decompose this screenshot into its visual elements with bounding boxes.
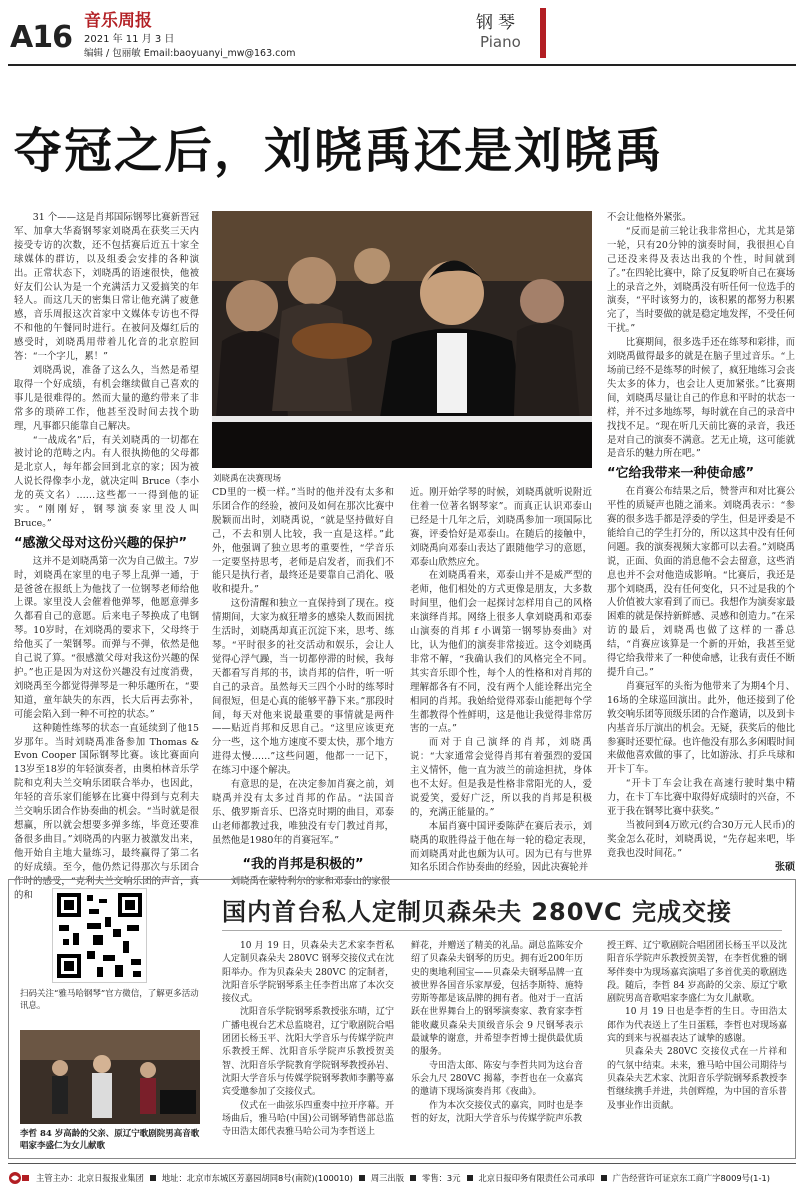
article-paragraph: 有意思的是，在决定参加肖赛之前，刘晓禹并没有太多过肖邦的作品。“法国音乐、俄罗斯音乐、巴洛克时期的曲目，邓泰山老师都教过我，唯独没有专门教过肖邦，虽然他是1980年的肖赛冠军。” (212, 779, 394, 846)
ad-photo-caption: 李哲 84 岁高龄的父亲、原辽宁歌剧院男高音歌唱家李盛仁为女儿献歌 (20, 1129, 200, 1151)
article-paragraph: “开卡丁车会让我在高速行驶时集中精力，在卡丁车比赛中取得好成绩时的兴奋，不亚于我在钢琴比赛中获奖。” (607, 778, 795, 818)
issue-date: 2021 年 11 月 3 日 (84, 34, 175, 45)
ad-paragraph: 寺田浩太郎、陈安与李哲共同为这台音乐会九尺 280VC 揭幕，李哲也在一众嘉宾的邀请下现场演奏肖邦《夜曲》。 (411, 1060, 583, 1098)
ad-paragraph: 贝森朵夫 280VC 交接仪式在一片祥和的气氛中结束。未来，雅马哈中国公司期待与贝森朵夫艺术家、沈阳音乐学院钢琴系教授李哲继续携手并进，共创辉煌，为中国的音乐普及事业作出贡献。 (607, 1047, 788, 1111)
article-paragraph: 不会让他格外紧张。 (607, 212, 692, 223)
performance-photo (212, 211, 592, 468)
footer-bullet-icon (467, 1175, 473, 1181)
ad-headline-rule (222, 930, 782, 931)
section-subhead: “它给我带来一种使命感” (607, 466, 755, 482)
qr-code-icon (53, 889, 146, 982)
article-paragraph: “反而是前三轮让我非常担心，尤其是第一轮，只有20分钟的演奏时间，我很担心自己还没来得及表达出我的个性，时间就到了。”在四轮比赛中，除了反复聆听自己在赛场上的录音之外，刘晓禹没有听任何一位选手的演奏，“平时该努力的，该积累的都努力积累完了，当时要做的就是稳定地发挥，不受任何干扰。” (607, 225, 795, 335)
editor-line: 编辑 / 包丽敏 Email:baoyuanyi_mw@163.com (84, 48, 296, 59)
article-paragraph: “一战成名”后，有关刘晓禹的一切都在被讨论的范畴之内。有人很执拗他的父母都是北京人，每年都会回到北京的家；因为被人说长得像李小龙，就决定叫 Bruce（李小龙的英文名）……这些都一一得到他的证实。“刚刚好，钢琴演奏家里没人叫 Bruce。” (14, 434, 199, 529)
section-subhead: “我的肖邦是积极的” (242, 856, 364, 872)
article-column-3 (410, 486, 592, 875)
ad-photo-illustration (20, 1030, 200, 1124)
ad-paragraph: 授王辉、辽宁歌剧院合唱团团长杨玉平以及沈阳音乐学院声乐教授贺美智，在李哲优雅的钢琴伴奏中为现场嘉宾演唱了多首优美的歌剧选段。随后，李哲 84 岁高龄的父亲、原辽宁歌剧院男高音歌唱家李盛仁为女儿献歌。 (607, 941, 788, 1005)
ad-paragraph: 10 月 19 日，贝森朵夫艺术家李哲私人定制贝森朵夫 280VC 钢琴交接仪式在沈阳举办。作为贝森朵夫 280VC 的定制者，沈阳音乐学院钢琴系主任李哲出席了本次交接仪式。 (222, 941, 394, 1005)
article-paragraph: 本届肖赛中国评委陈萨在赛后表示，刘晓禹的取胜得益于他在每一轮的稳定表现，而刘晓禹对此也颇为认可。因为已有与世界知名乐团合作协奏曲的经验，因此决赛轮并 (410, 820, 592, 874)
ad-paragraph: 作为本次交接仪式的嘉宾，同时也是李哲的好友，沈阳大学音乐与传媒学院声乐教 (411, 1100, 583, 1124)
article-column-4 (607, 211, 795, 875)
article-paragraph: 这份清醒和独立一直保持到了现在。疫情期间，大家为疯狂增多的感染人数而困扰生活时，刘晓禹却真正沉淀下来，思考、练琴。“平时很多的社交活动和娱乐，会让人觉得心浮气躁，当一切都停滞的时候，我每天都看写肖邦的书，读肖邦的信件，听一听自己的录音。虽然每天三四个小时的练琴时间很短，但是心真的能够平静下来。”那段时间，每天对他来说最重要的事情就是两件——贴近肖邦和反思自己。“这里应该更充分一些，这个地方速度不要太快，那个地方进得太慢……”这些问题，他都一一记下，在练习中逐个解决。 (212, 598, 394, 777)
publisher-logo-icon (8, 1171, 30, 1185)
footer-printer: 北京日报印务有限责任公司承印 (478, 1173, 595, 1183)
footer-bullet-icon (601, 1175, 607, 1181)
ad-event-photo (20, 1030, 200, 1124)
article-paragraph: 刘晓禹在蒙特利尔的家和邓泰山的家很 (230, 876, 391, 888)
footer-bullet-icon (150, 1175, 156, 1181)
article-paragraph: 而对于自己演绎的肖邦，刘晓禹说：“大家通常会觉得肖邦有着强烈的爱国主义情怀，他一直为波兰的前途担扰，身体也不太好。但是我是性格非常阳光的人，爱说爱笑，爱好广泛，所以我的肖邦是积极的，充满正能量的。” (410, 737, 592, 818)
page-footer (8, 1170, 796, 1186)
author-signature: 张硕 (775, 861, 795, 873)
footer-bullet-icon (359, 1175, 365, 1181)
footer-address: 地址：北京市东城区芳嘉园胡同8号(南院)(100010) (161, 1173, 353, 1183)
article-column-2 (212, 486, 394, 889)
section-subhead: “感激父母对这份兴趣的保护” (14, 535, 188, 551)
article-paragraph: 在刘晓禹看来，邓泰山并不是威严型的老师，他们相处的方式更像是朋友，大多数时间里，他们会一起探讨怎样用自己的风格来演绎肖邦。网络上很多人拿刘晓禹和邓泰山演奏的肖邦 f 小调第一钢琴协奏曲》对比，认为他们的演奏非常接近。这令刘晓禹非常不解，“我确认我们的风格完全不同。其实音乐即个性，每个人的性格和对肖邦的理解都各有不同，没有两个人能诠释出完全相同的肖邦。我始给觉得邓泰山能把每个学生都教得个性鲜明，这是他让我觉得非常厉害的一点。” (410, 570, 592, 735)
footer-rule (8, 1163, 796, 1164)
article-paragraph: 在肖赛公布结果之后，赞誉声和对比赛公平性的质疑声也随之涌来。刘晓禹表示：“参赛的很多选手都是浮委的学生，但是评委是不能给自己的学生打分的，所以这其中没有任何问题。我的演奏视频大家都可以去看。”刘晓禹说，正面、负面的消息他不会去留意，这些消息也并不会对他造成影响。“比赛后，我还是那个刘晓禹，没有任何变化，只不过是我的个人价值被大家看到了而已。我想作为演奏家最困难的就是保持新鲜感、灵感和创造力。”在采访的最后，刘晓禹也做了这样的一番总结，“肖赛应该算是一个新的开始，我甚至觉得它给我带来了一种使命感，让我有责任不断提升自己。” (607, 486, 795, 678)
section-accent-bar (540, 8, 546, 58)
ad-paragraph: 仪式在一曲弦乐四重奏中拉开序幕。开场曲后，雅马哈(中国)公司钢琴销售部总监寺田浩太郎代表雅马哈公司为李哲送上 (222, 1100, 394, 1138)
newspaper-brand: 音乐周报 (84, 11, 152, 31)
article-paragraph: 比赛期间，很多选手还在练琴和彩排，而刘晓禹做得最多的就是在脑子里过音乐。“上场前已经不是练琴的时候了，疯狂地练习会丧失太多的体力，也会让人更加紧张。”比赛期间，刘晓禹尽量让自己的作息和平时的状态一样，并不过多地练琴，每时就在自己的录音中找找不足。“现在听几天前比赛的录音，我还是对自己的演奏不满意。艺无止境，这可能就是音乐的魅力所在吧。” (607, 337, 795, 460)
article-headline: 夺冠之后，刘晓禹还是刘晓禹 (14, 123, 665, 179)
article-column-1 (14, 211, 199, 902)
header-rule (8, 64, 796, 66)
section-title-cn: 钢琴 (476, 13, 520, 33)
page-number: A16 (10, 20, 72, 55)
footer-bullet-icon (410, 1175, 416, 1181)
footer-weekly: 周三出版 (370, 1173, 405, 1183)
pianist-photo-illustration (212, 211, 592, 468)
ad-column-3 (607, 940, 787, 1113)
footer-sponsor: 主管主办：北京日报报业集团 (36, 1173, 144, 1183)
footer-license: 广告经营许可证京东工商广字8009号(1-1) (612, 1173, 770, 1183)
article-paragraph: 刘晓禹说，准备了这么久，当然是希望取得一个好成绩，有机会继续做自己喜欢的事儿是很难得的。然而大量的邀约带来了非常多的琐碎工作，他甚至没时间去找个助理，凡事都只能靠自己解决。 (14, 364, 199, 432)
article-paragraph: CD里的一模一样。”当时的他并没有太多和乐团合作的经验，被问及如何在那次比赛中脱颖而出时，刘晓禹说，“就是坚持做好自己，不去和别人比较，我一直是这样。”此外，他强调了独立思考的重要性，“学音乐一定要坚持思考，老师是启发者，而我们不能只是执行者，最终还是要靠自己消化、吸收和提升。” (212, 487, 394, 596)
ad-paragraph: 沈阳音乐学院钢琴系教授张东晴，辽宁广播电视台艺术总监晓君，辽宁歌剧院合唱团团长杨玉平、沈阳大学音乐与传媒学院声乐教授王辉、沈阳音乐学院声乐教授贺美智、沈阳音乐学院教育学院钢琴教授孙岩、沈阳大学音乐与传媒学院钢琴教师李鹏等嘉宾受邀参加了交接仪式。 (222, 1007, 394, 1098)
section-title-en: Piano (480, 33, 521, 51)
footer-price: 零售：3元 (422, 1173, 461, 1183)
article-paragraph: 近。刚开始学琴的时候，刘晓禹就听说附近住着一位著名钢琴家”。而真正认识邓泰山已经是十几年之后，刘晓禹参加一项国际比赛，评委恰好是邓泰山。在随后的接触中，刘晓禹向邓泰山表达了跟随他学习的意愿，邓泰山欣然应允。 (410, 487, 592, 568)
qr-caption: 扫码关注“雅马哈钢琴”官方微信，了解更多活动讯息。 (20, 989, 199, 1011)
article-paragraph: 肖赛冠军的头衔为他带来了为期4个月、16场的全球巡回演出。此外，他还接到了伦敦交响乐团等顶级乐团的合作邀请，以及到卡内基音乐厅演出的机会。无疑，获奖后的他比参赛时还要忙碌。也许他没有那么多闲暇时间来做他喜欢做的事了，比如游泳、打乒乓球和开卡丁车。 (607, 680, 795, 776)
ad-column-2 (411, 940, 583, 1126)
ad-paragraph: 10 月 19 日也是李哲的生日。寺田浩太郎作为代表送上了生日蛋糕，李哲也对现场嘉宾的到来与祝福表达了诚挚的感谢。 (607, 1007, 788, 1045)
photo-caption: 刘晓禹在决赛现场 (213, 474, 282, 484)
article-paragraph: 这种随性练琴的状态一直延续到了他15岁那年。当时刘晓禹准备参加 Thomas & Evon Cooper 国际钢琴比赛。该比赛面向13岁至18岁的年轻演奏者，由奥柏林音乐学院和克利夫兰交响乐团联合举办，也因此，年轻的音乐家们能够在比赛中得到与克利夫兰交响乐团合作协奏曲的机会。“当时就是很想赢，所以就会想要多弹多练，毕竟还要准备很多曲目。”刘晓禹的内驱力被激发出来，他开始自主地大量练习，最终赢得了第二名的好成绩。至今，他仍然记得那次与乐团合作时的感受，“克利夫兰交响乐团的声音，真的和 (14, 722, 199, 901)
ad-column-1 (222, 940, 394, 1139)
article-paragraph: 当被问到4万欧元(约合30万元人民币)的奖金怎么花时，刘晓禹说，“先存起来吧，毕竟我也没时间花。” (607, 819, 795, 859)
article-paragraph: 这并不是刘晓禹第一次为自己做主。7岁时，刘晓禹在家里的电子琴上乱弹一通，于是爸爸在报纸上为他找了一位钢琴老师给他上课。家里没人会催着他弹琴，他愿意弹多久都看自己的意愿。后来电子琴换成了电钢琴。10岁时，在刘晓禹的要求下，父母终于给他买了一架钢琴。而弹与不弹，依然是他自己说了算。“很感激父母对我这份兴趣的保护。”也正是因为对这份兴趣没有过度消费，刘晓禹至今都觉得弹琴是一种乐趣所在，“要知道，童年缺失的东西，长大后再去弥补，可能会陷入到一种不可控的状态。” (14, 555, 199, 720)
qr-code[interactable] (52, 888, 147, 983)
article-paragraph: 31 个——这是肖邦国际钢琴比赛新晋冠军、加拿大华裔钢琴家刘晓禹在获奖三天内接受专访的次数，还不包括赛后近五十家全球媒体的群访，以及组委会安排的各种演出。正常状态下，刘晓禹的语速很快，他被好友们公认为是一个充满活力又爱搞笑的年轻人。而这几天的密集日常让他充满了疲惫感，音乐周报这次首家中文媒体专访也不得不和他的午餐同时进行。在被问及爆红后的感受时，刘晓禹用带着儿化音的北京腔回答：“一个字儿，累！” (14, 212, 199, 363)
ad-headline: 国内首台私人定制贝森朵夫 280VC 完成交接 (222, 898, 732, 926)
ad-paragraph: 鲜花，并赠送了精美的礼品。副总监陈安介绍了贝森朵夫钢琴的历史。拥有近200年历史的奥地利国宝——贝森朵夫钢琴品牌一直被世界各国音乐家厚爱，包括李斯特、施特劳斯等都是该品牌的拥有者。他对于一直活跃在世界舞台上的钢琴演奏家、教育家李哲能收藏贝森朵夫顶级音乐会 9 尺钢琴表示最诚挚的谢意，并希望李哲博士提供最优质的服务。 (411, 941, 583, 1058)
